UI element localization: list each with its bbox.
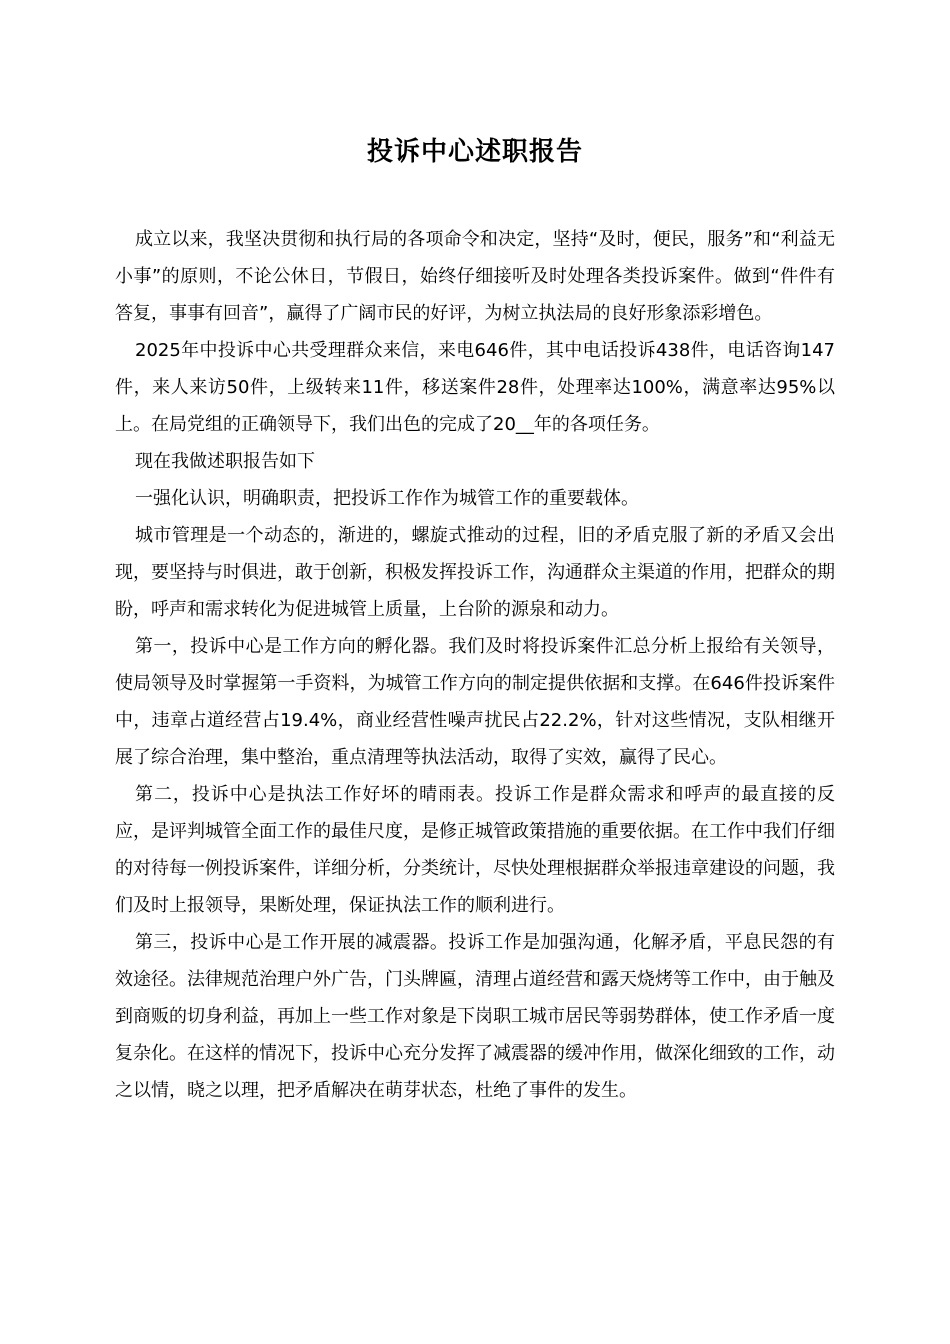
paragraph-second-point: 第二，投诉中心是执法工作好坏的晴雨表。投诉工作是群众需求和呼声的最直接的反应，是评判城管全面工作的最佳尺度，是修正城管政策措施的重要依据。在工作中我们仔细的对待每一例投诉案件，详细分析，分类统计，尽快处理根据群众举报违章建设的问题，我们及时上报领导，果断处理，保证执法工作的顺利进行。 [115, 784, 835, 916]
paragraph-intro: 成立以来，我坚决贯彻和执行局的各项命令和决定，坚持“及时，便民，服务”和“利益无小事”的原则，不论公休日，节假日，始终仔细接听及时处理各类投诉案件。做到“件件有答复，事事有回音”，赢得了广阔市民的好评，为树立执法局的良好形象添彩增色。 [115, 229, 835, 324]
paragraph-third-point: 第三，投诉中心是工作开展的减震器。投诉工作是加强沟通，化解矛盾，平息民怨的有效途径。法律规范治理户外广告，门头牌匾，清理占道经营和露天烧烤等工作中，由于触及到商贩的切身利益，再加上一些工作对象是下岗职工城市居民等弱势群体，使工作矛盾一度复杂化。在这样的情况下，投诉中心充分发挥了减震器的缓冲作用，做深化细致的工作，动之以情，晓之以理，把矛盾解决在萌芽状态，杜绝了事件的发生。 [115, 932, 835, 1101]
document-title: 投诉中心述职报告 [366, 137, 583, 167]
paragraph-section-heading: 一强化认识，明确职责，把投诉工作作为城管工作的重要载体。 [135, 488, 639, 509]
document-body [115, 221, 835, 1109]
paragraph-first-point: 第一，投诉中心是工作方向的孵化器。我们及时将投诉案件汇总分析上报给有关领导，使局领导及时掌握第一手资料，为城管工作方向的制定提供依据和支撑。在646件投诉案件中，违章占道经营占19.4%，商业经营性噪声扰民占22.2%，针对这些情况，支队相继开展了综合治理，集中整治，重点清理等执法活动，取得了实效，赢得了民心。 [115, 636, 835, 768]
paragraph-statistics: 2025年中投诉中心共受理群众来信，来电646件，其中电话投诉438件，电话咨询147件，来人来访50件，上级转来11件，移送案件28件，处理率达100%，满意率达95%以上。在局党组的正确领导下，我们出色的完成了20__年的各项任务。 [115, 340, 835, 435]
paragraph-urban-management: 城市管理是一个动态的，渐进的，螺旋式推动的过程，旧的矛盾克服了新的矛盾又会出现，要坚持与时俱进，敢于创新，积极发挥投诉工作，沟通群众主渠道的作用，把群众的期盼，呼声和需求转化为促进城管上质量，上台阶的源泉和动力。 [115, 525, 835, 620]
paragraph-report-intro: 现在我做述职报告如下 [135, 451, 315, 472]
